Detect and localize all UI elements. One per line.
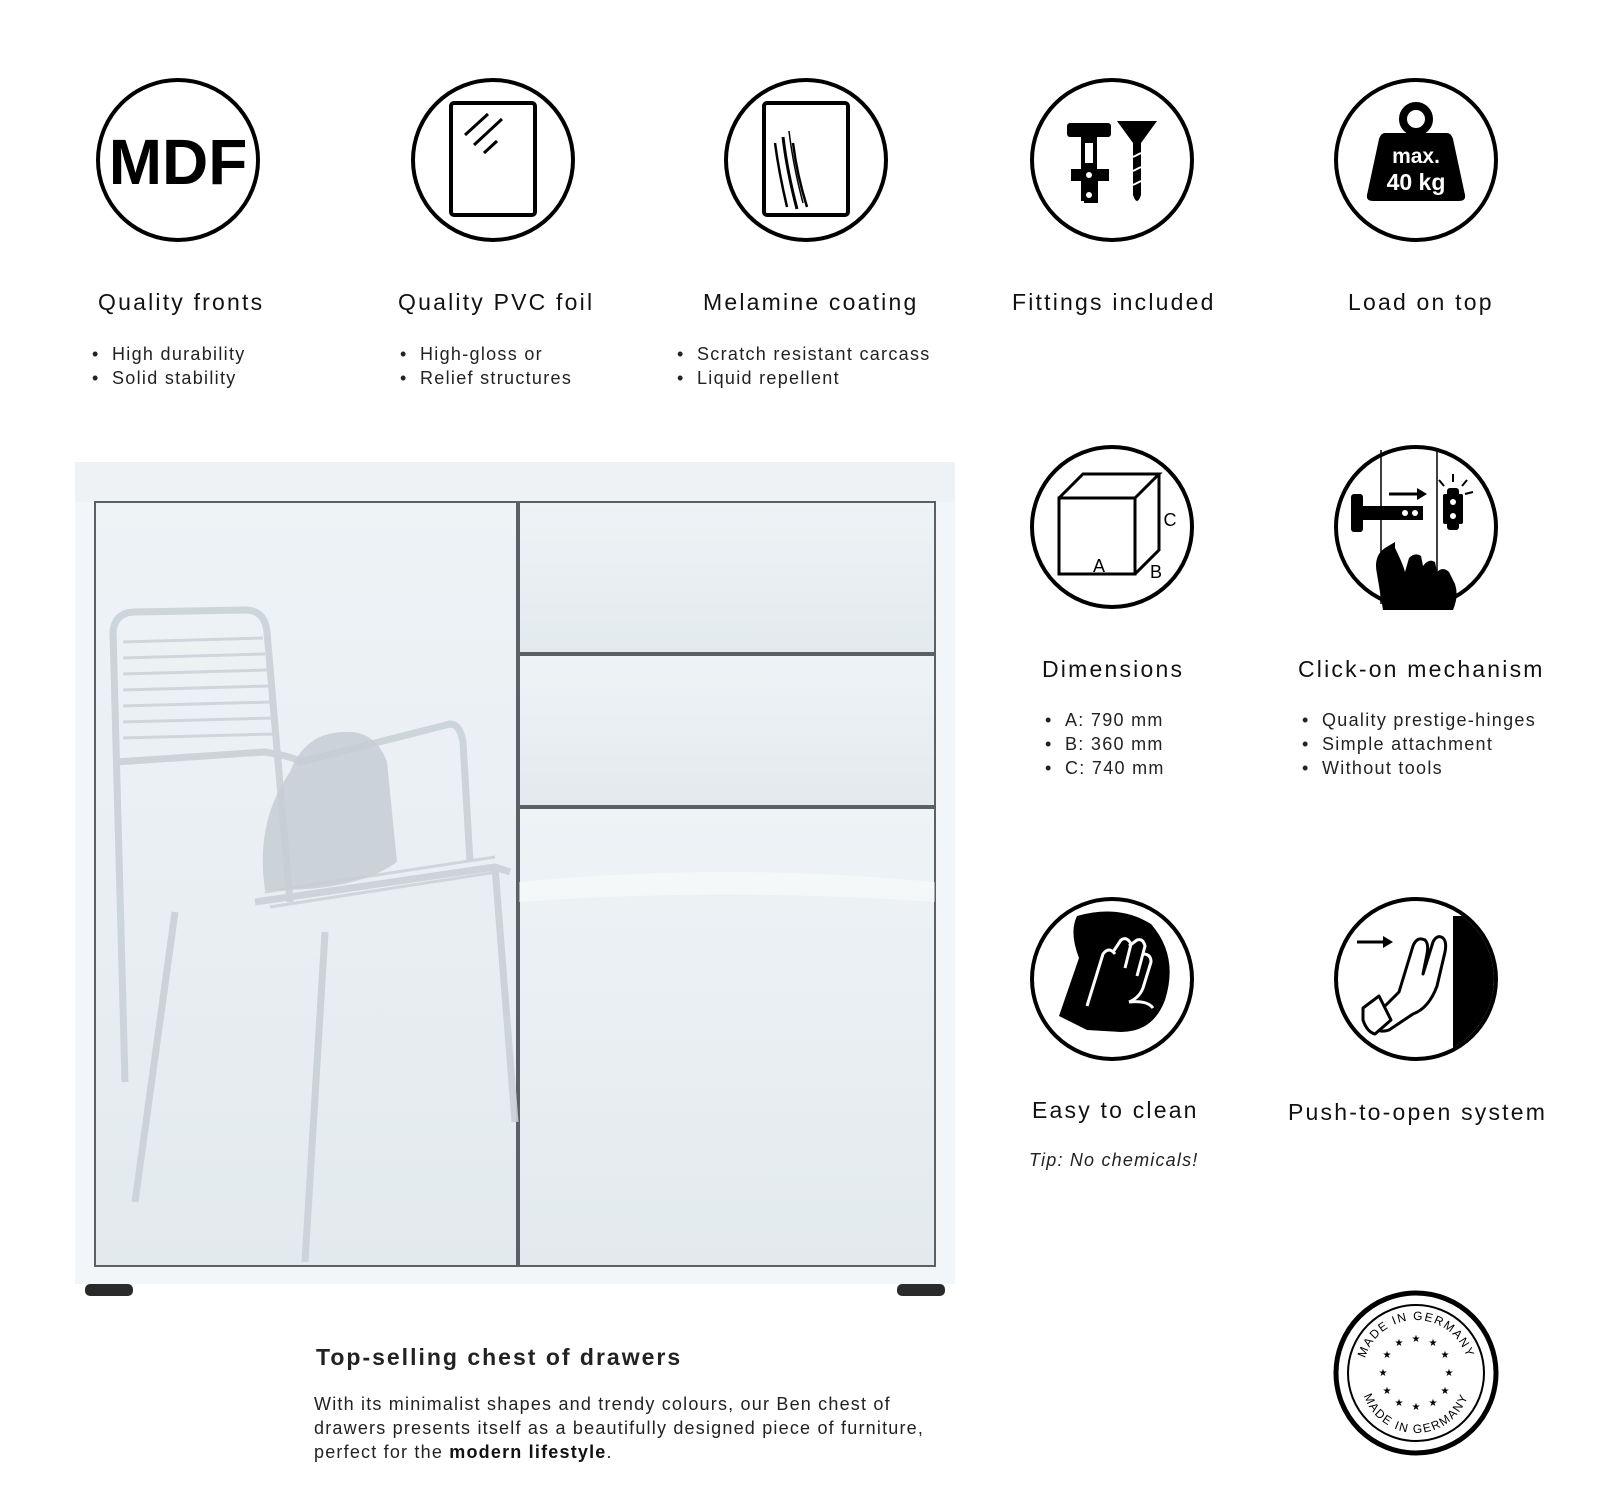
made-in-germany-seal-icon (1333, 1290, 1499, 1456)
feature-bullets-click-on (1302, 708, 1536, 780)
glossy-panel-icon (410, 77, 576, 243)
feature-title-easy-clean: Easy to clean (1032, 1097, 1199, 1123)
svg-text:★: ★ (1411, 1334, 1421, 1345)
svg-text:40 kg: 40 kg (1386, 169, 1446, 195)
svg-text:B: B (1149, 562, 1163, 582)
feature-title-load: Load on top (1348, 289, 1494, 315)
svg-text:MADE IN GERMANY: MADE IN GERMANY (1354, 1308, 1478, 1360)
svg-text:C: C (1163, 510, 1177, 530)
bullet-item: • A: 790 mm (1045, 708, 1165, 732)
push-open-icon (1333, 896, 1499, 1062)
product-title: Top-selling chest of drawers (316, 1344, 683, 1370)
bullet-item: • B: 360 mm (1045, 732, 1165, 756)
svg-text:MADE IN GERMANY: MADE IN GERMANY (1360, 1391, 1472, 1437)
cleaning-hand-icon (1029, 896, 1195, 1062)
svg-text:★: ★ (1428, 1398, 1438, 1409)
feature-bullets-quality-fronts (92, 342, 246, 390)
bullet-item: • Solid stability (92, 366, 246, 390)
bullet-item: • Quality prestige-hinges (1302, 708, 1536, 732)
product-description-text: With its minimalist shapes and trendy colours, our Ben chest of drawers presents itself as a beautifully designed piece of furniture, perfect for the (314, 1394, 925, 1462)
svg-text:★: ★ (1411, 1402, 1421, 1413)
bullet-item: • Simple attachment (1302, 732, 1536, 756)
bullet-item: • Without tools (1302, 756, 1536, 780)
svg-text:★: ★ (1440, 1386, 1450, 1397)
mdf-icon (95, 77, 261, 243)
cube-dimensions-icon (1029, 444, 1195, 610)
feature-bullets-melamine (677, 342, 931, 390)
bullet-item: • C: 740 mm (1045, 756, 1165, 780)
feature-title-pvc-foil: Quality PVC foil (398, 289, 595, 315)
feature-bullets-dimensions (1045, 708, 1165, 780)
click-hinge-icon (1333, 444, 1499, 610)
product-description-end: . (606, 1442, 613, 1462)
svg-text:★: ★ (1378, 1368, 1388, 1379)
svg-text:★: ★ (1440, 1350, 1450, 1361)
svg-text:MDF: MDF (108, 126, 248, 198)
bullet-item: • Relief structures (400, 366, 572, 390)
bullet-item: • High durability (92, 342, 246, 366)
sideboard-image (75, 462, 955, 1302)
svg-text:★: ★ (1394, 1398, 1404, 1409)
feature-title-melamine: Melamine coating (703, 289, 919, 315)
scratch-panel-icon (723, 77, 889, 243)
svg-text:★: ★ (1382, 1350, 1392, 1361)
svg-text:★: ★ (1428, 1338, 1438, 1349)
feature-title-click-on: Click-on mechanism (1298, 656, 1545, 682)
hinge-screw-icon (1029, 77, 1195, 243)
feature-title-quality-fronts: Quality fronts (98, 289, 265, 315)
tip-text: Tip: No chemicals! (1029, 1150, 1199, 1170)
bullet-item: • High-gloss or (400, 342, 572, 366)
feature-title-fittings: Fittings included (1012, 289, 1216, 315)
feature-title-push-to-open: Push-to-open system (1288, 1099, 1548, 1125)
svg-text:max.: max. (1392, 145, 1440, 168)
weight-icon (1333, 77, 1499, 243)
svg-text:★: ★ (1394, 1338, 1404, 1349)
product-description (314, 1392, 954, 1464)
feature-title-dimensions: Dimensions (1042, 656, 1185, 682)
product-description-emphasis: modern lifestyle (449, 1442, 607, 1462)
svg-text:A: A (1092, 556, 1106, 576)
bullet-item: • Scratch resistant carcass (677, 342, 931, 366)
svg-text:★: ★ (1444, 1368, 1454, 1379)
svg-text:★: ★ (1382, 1386, 1392, 1397)
feature-bullets-pvc-foil (400, 342, 572, 390)
bullet-item: • Liquid repellent (677, 366, 931, 390)
